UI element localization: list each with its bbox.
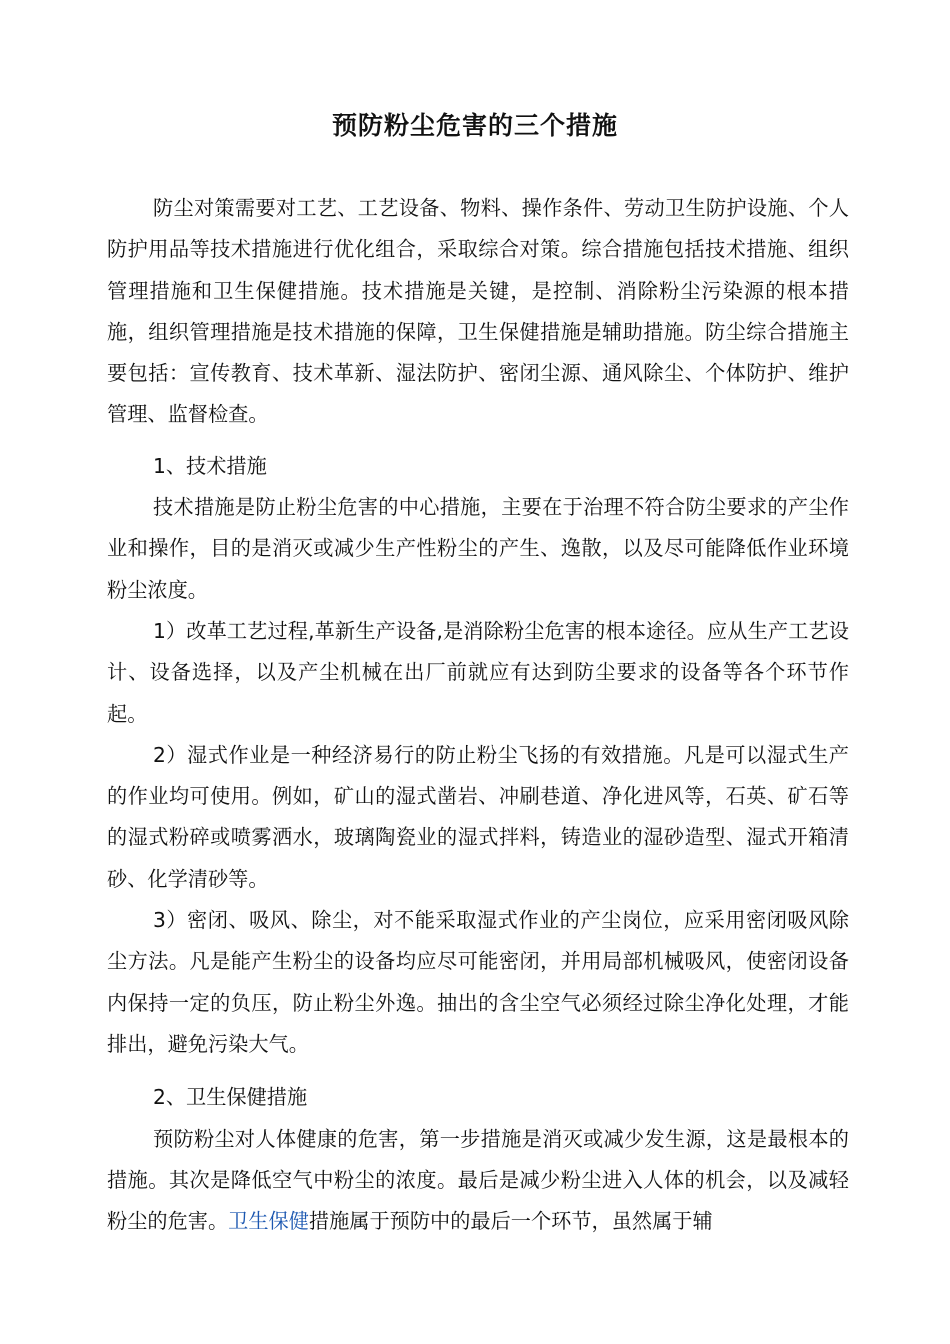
document-body — [107, 188, 849, 1242]
health-paragraph — [107, 1119, 849, 1243]
health-text-before: 预防粉尘对人体健康的危害，第一步措施是消灭或减少发生源，这是最根本的措施。其次是降低空气中粉尘的浓度。最后是减少粉尘进入人体的机会，以及减轻粉尘的危害。 — [107, 1126, 849, 1234]
item-2-paragraph: 2）湿式作业是一种经济易行的防止粉尘飞扬的有效措施。凡是可以湿式生产的作业均可使用。例如，矿山的湿式凿岩、冲刷巷道、净化进风等，石英、矿石等的湿式粉碎或喷雾洒水，玻璃陶瓷业的湿式拌料，铸造业的湿砂造型、湿式开箱清砂、化学清砂等。 — [107, 742, 849, 891]
technical-paragraph: 技术措施是防止粉尘危害的中心措施，主要在于治理不符合防尘要求的产尘作业和操作，目的是消灭或减少生产性粉尘的产生、逸散，以及尽可能降低作业环境粉尘浓度。 — [107, 495, 849, 602]
item-1-paragraph: 1）改革工艺过程,革新生产设备,是消除粉尘危害的根本途径。应从生产工艺设计、设备选择，以及产尘机械在出厂前就应有达到防尘要求的设备等各个环节作起。 — [107, 618, 849, 726]
intro-paragraph: 防尘对策需要对工艺、工艺设备、物料、操作条件、劳动卫生防护设施、个人防护用品等技术措施进行优化组合，采取综合对策。综合措施包括技术措施、组织管理措施和卫生保健措施。技术措施是关键，是控制、消除粉尘污染源的根本措施，组织管理措施是技术措施的保障，卫生保健措施是辅助措施。防尘综合措施主要包括：宣传教育、技术革新、湿法防护、密闭尘源、通风除尘、个体防护、维护管理、监督检查。 — [107, 196, 849, 427]
section-heading-health: 2、卫生保健措施 — [153, 1085, 308, 1110]
document-title: 预防粉尘危害的三个措施 — [331, 111, 618, 140]
health-text-after: 措施属于预防中的最后一个环节，虽然属于辅 — [308, 1209, 713, 1234]
section-heading-technical: 1、技术措施 — [153, 453, 267, 478]
health-care-link[interactable]: 卫生保健 — [228, 1209, 309, 1234]
item-3-paragraph: 3）密闭、吸风、除尘，对不能采取湿式作业的产尘岗位，应采用密闭吸风除尘方法。凡是能产生粉尘的设备均应尽可能密闭，并用局部机械吸风，使密闭设备内保持一定的负压，防止粉尘外逸。抽出的含尘空气必须经过除尘净化处理，才能排出，避免污染大气。 — [107, 908, 849, 1056]
